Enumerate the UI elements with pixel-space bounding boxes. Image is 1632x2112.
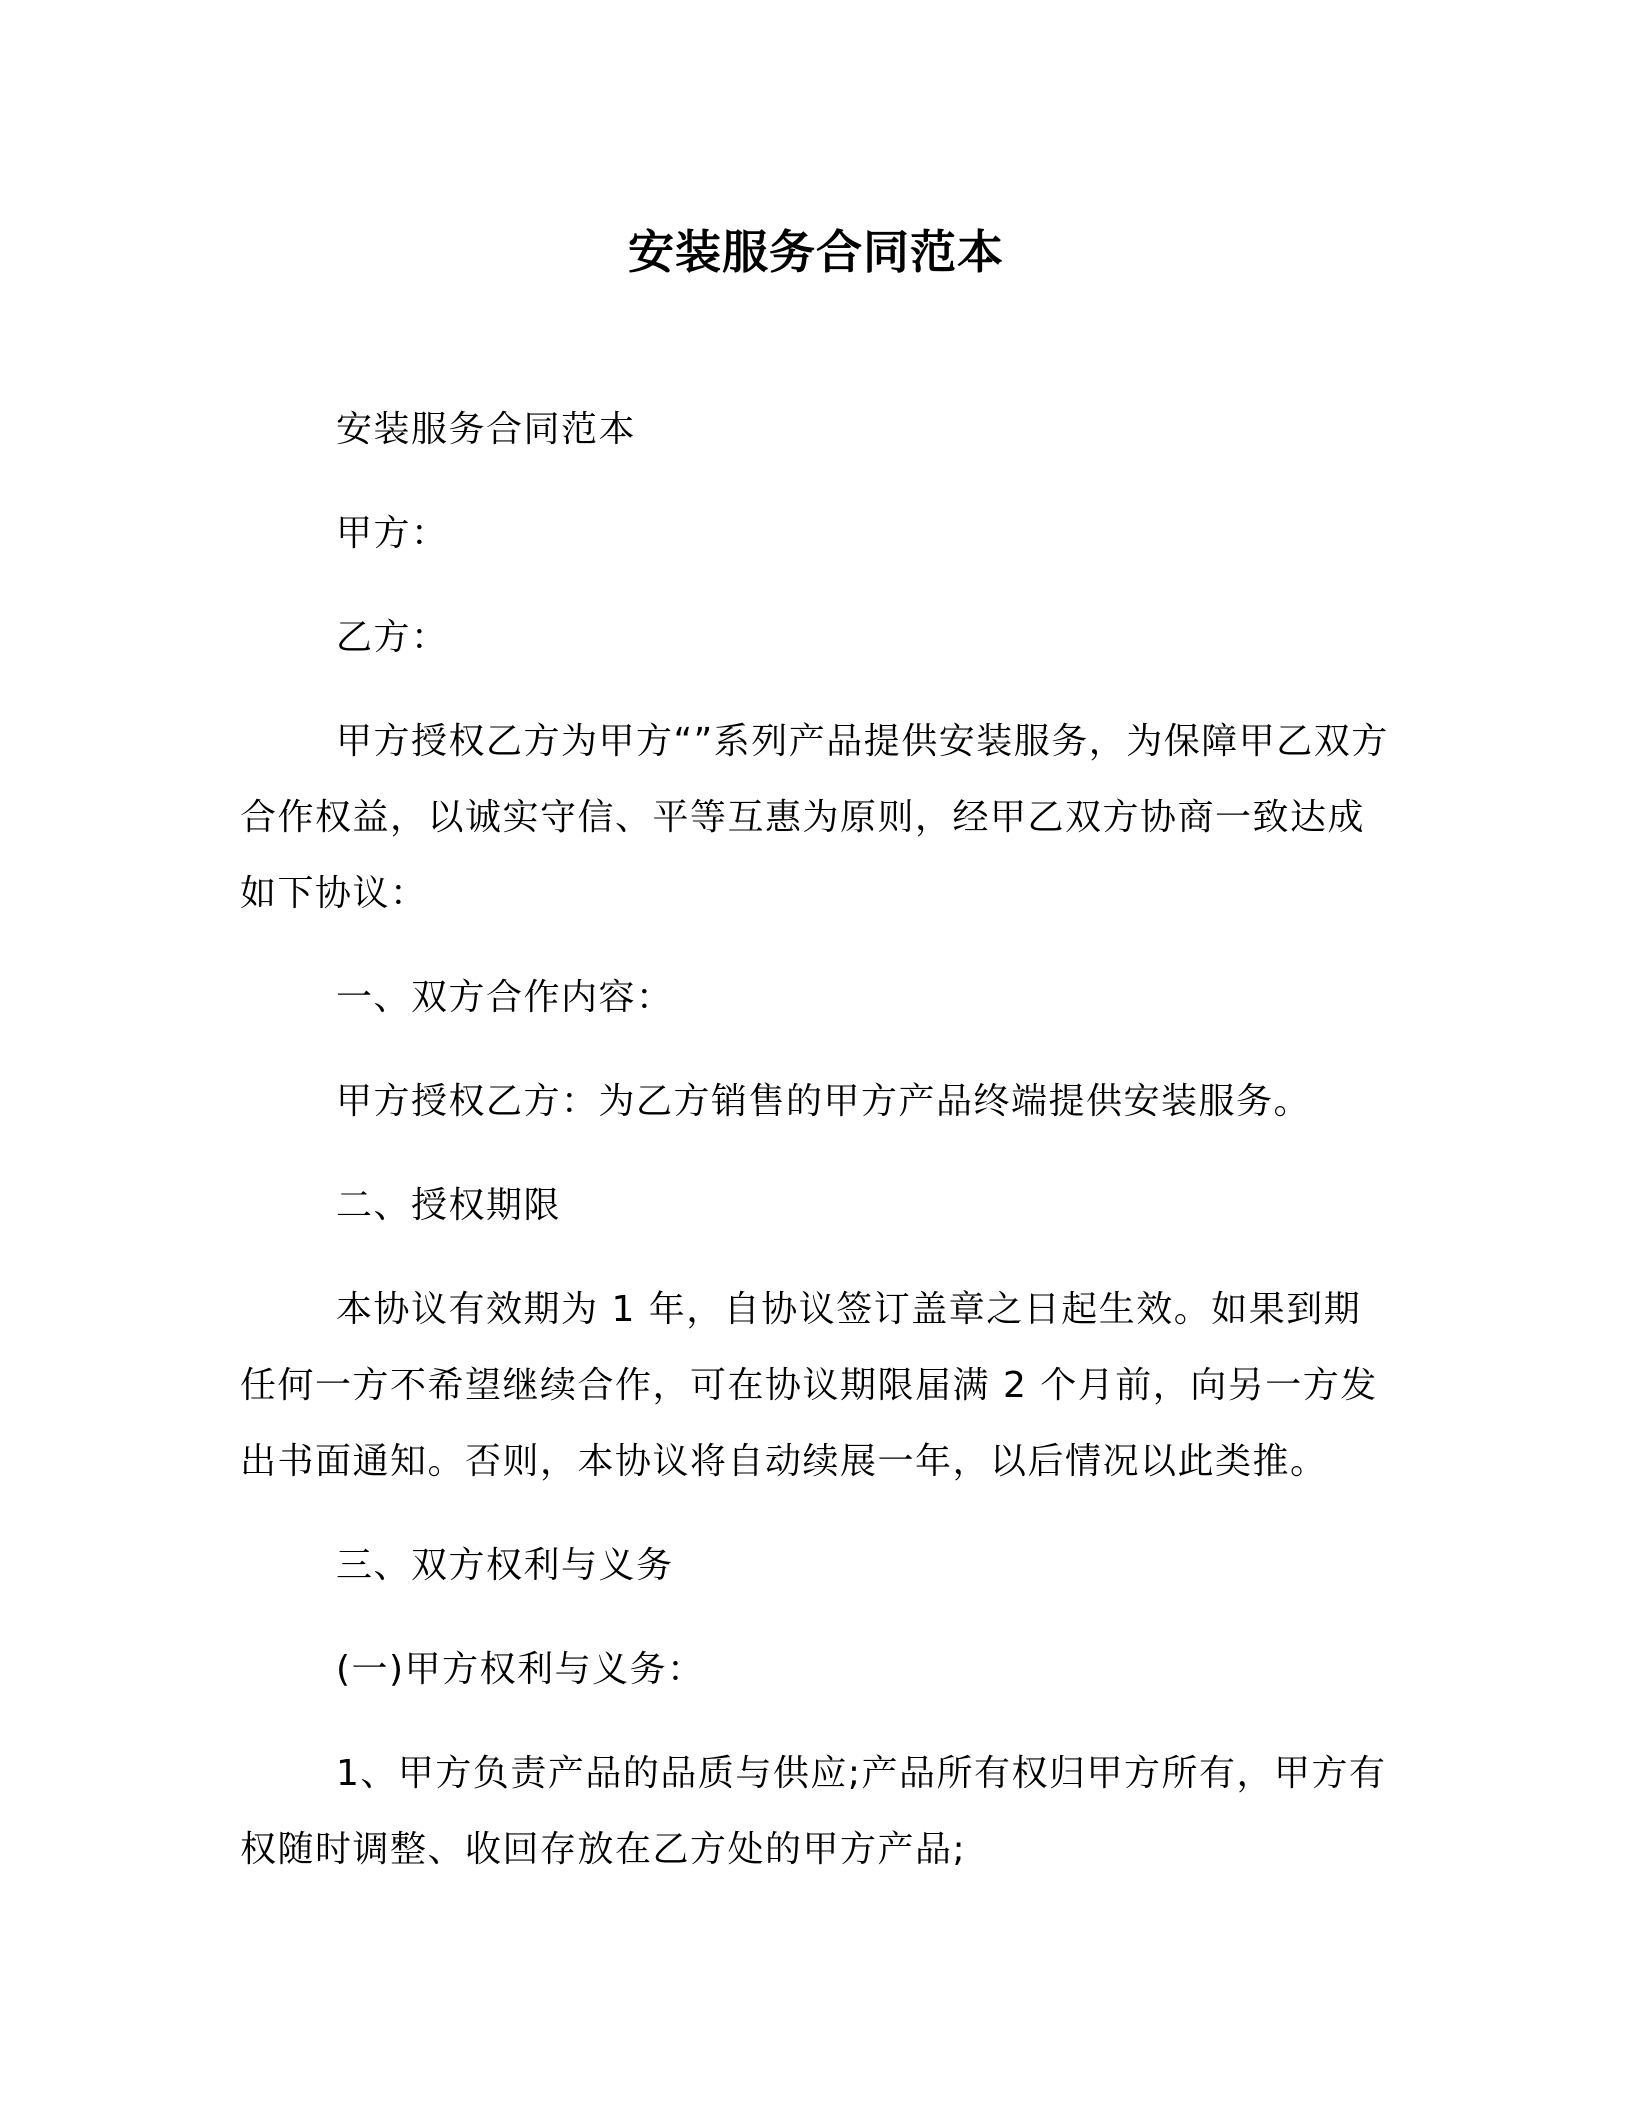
paragraph-party-a: 甲方： — [336, 513, 449, 554]
paragraph-subtitle: 安装服务合同范本 — [336, 409, 637, 450]
section-heading-cooperation: 一、双方合作内容： — [336, 977, 674, 1018]
document-title: 安装服务合同范本 — [628, 225, 1004, 279]
paragraph-clause-1: 1、甲方负责产品的品质与供应;产品所有权归甲方所有，甲方有权随时调整、收回存放在乙方处的甲方产品; — [240, 1753, 1387, 1870]
section-heading-rights: 三、双方权利与义务 — [336, 1545, 674, 1586]
paragraph-term: 本协议有效期为 1 年，自协议签订盖章之日起生效。如果到期任何一方不希望继续合作，可在协议期限届满 2 个月前，向另一方发出书面通知。否则，本协议将自动续展一年，以后情况以此类推。 — [240, 1289, 1378, 1482]
paragraph-preamble: 甲方授权乙方为甲方“”系列产品提供安装服务，为保障甲乙双方合作权益，以诚实守信、平等互惠为原则，经甲乙双方协商一致达成如下协议： — [240, 721, 1389, 914]
paragraph-cooperation: 甲方授权乙方：为乙方销售的甲方产品终端提供安装服务。 — [336, 1081, 1312, 1122]
section-heading-term: 二、授权期限 — [336, 1185, 562, 1226]
document-body — [240, 392, 1390, 1888]
paragraph-party-b: 乙方： — [336, 617, 449, 658]
subsection-heading-party-a: (一)甲方权利与义务： — [336, 1649, 705, 1690]
